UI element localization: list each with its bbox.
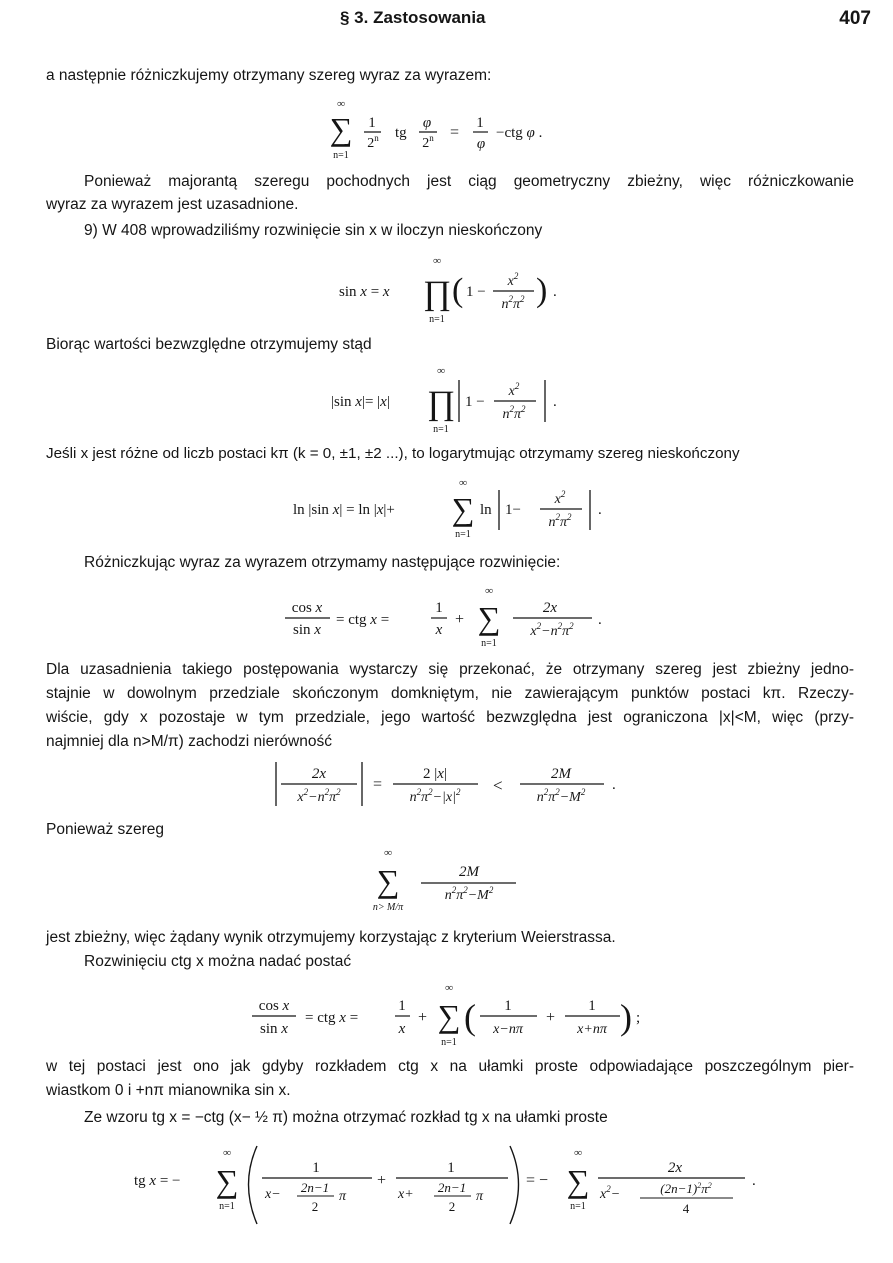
svg-text:∑: ∑ <box>451 491 475 527</box>
svg-text:∞: ∞ <box>223 1147 231 1159</box>
svg-text:4: 4 <box>682 1201 690 1216</box>
svg-text:∞: ∞ <box>459 477 467 489</box>
svg-text:= ctg x =: = ctg x = <box>305 1010 359 1026</box>
formula-3 <box>0 362 893 438</box>
svg-text:2M: 2M <box>459 864 479 880</box>
formula-8 <box>0 980 893 1048</box>
svg-text:−ctg φ .: −ctg φ . <box>496 125 543 141</box>
svg-text:π: π <box>339 1189 347 1204</box>
svg-text:): ) <box>620 997 632 1037</box>
formula-9 <box>0 1138 893 1232</box>
formula-4 <box>0 474 893 546</box>
svg-text:2x: 2x <box>311 766 327 782</box>
svg-text:2: 2 <box>448 1199 456 1214</box>
svg-text:x+: x+ <box>398 1187 414 1202</box>
svg-text:n=1: n=1 <box>433 424 449 435</box>
svg-text:1: 1 <box>504 998 512 1014</box>
svg-text:n2π2−|x|2: $n^2\pi^2-|x|^2$ <box>409 787 461 805</box>
formula-5 <box>0 582 893 654</box>
svg-text:∞: ∞ <box>437 365 445 377</box>
svg-text:1: 1 <box>312 1160 320 1176</box>
svg-text:=: = <box>373 776 383 793</box>
svg-text:n2π2: $n^2\pi^2$ <box>502 404 526 422</box>
svg-text:x−: x− <box>265 1187 281 1202</box>
svg-text:∞: ∞ <box>433 255 441 267</box>
svg-text:∏: ∏ <box>427 385 455 422</box>
svg-text:∑: ∑ <box>566 1163 590 1199</box>
svg-text:2x: 2x <box>667 1160 683 1176</box>
formula-6 <box>0 758 893 818</box>
svg-text:x+nπ: x+nπ <box>577 1022 607 1037</box>
svg-text:+: + <box>418 1009 428 1026</box>
svg-text:n2π2: $n^2\pi^2$ <box>548 512 572 530</box>
svg-text:2: 2 <box>311 1199 319 1214</box>
svg-text:+: + <box>546 1009 556 1026</box>
paragraph-7b: stajnie w dowolnym przedziale skończonym domkniętym, nie zawierającym punktów postaci kπ. Rzeczy- <box>46 685 854 702</box>
paragraph-5: Jeśli x jest różne od liczb postaci kπ (k = 0, ±1, ±2 ...), to logarytmując otrzymamy szereg nieskończony <box>46 445 740 462</box>
paragraph-10: Rozwinięciu ctg x można nadać postać <box>84 953 352 970</box>
svg-text:π: π <box>476 1189 484 1204</box>
svg-text:tg x = −: tg x = − <box>134 1173 181 1189</box>
svg-text:= ctg x =: = ctg x = <box>336 612 390 628</box>
svg-text:tg: tg <box>395 125 407 141</box>
svg-text:x2: $x^2$ <box>507 271 519 289</box>
svg-text:x2: $x^2$ <box>508 381 520 399</box>
svg-text:(: ( <box>452 272 464 309</box>
paragraph-9: jest zbieżny, więc żądany wynik otrzymujemy korzystając z kryterium Weierstrassa. <box>46 929 616 946</box>
svg-text:1: 1 <box>435 600 443 616</box>
svg-text:.: . <box>752 1173 756 1189</box>
paragraph-11a: w tej postaci jest ono jak gdyby rozkładem ctg x na ułamki proste odpowiadające poszczególnym pier- <box>46 1058 854 1075</box>
paragraph-1: a następnie różniczkujemy otrzymany szereg wyraz za wyrazem: <box>46 67 492 84</box>
svg-text:n=1: n=1 <box>333 150 349 161</box>
svg-text:sin x: sin x <box>260 1021 288 1037</box>
svg-text:∑: ∑ <box>376 863 400 899</box>
svg-text:(: ( <box>464 997 476 1037</box>
svg-text:ln: ln <box>480 502 492 518</box>
svg-text:(2n−1)2π2: $(2n-1)^2\pi^2$ <box>660 1181 712 1196</box>
svg-text:∑: ∑ <box>477 600 501 636</box>
paragraph-2a: Ponieważ majorantą szeregu pochodnych jest ciąg geometryczny zbieżny, więc różniczkowanie <box>84 173 854 190</box>
svg-text:sin x: sin x <box>293 622 321 638</box>
running-header: § 3. Zastosowania <box>340 8 486 27</box>
svg-text:=: = <box>450 124 460 141</box>
svg-text:.: . <box>553 394 557 410</box>
svg-text:φ: φ <box>422 115 432 131</box>
svg-text:1 −: 1 − <box>465 394 485 410</box>
svg-text:2x: 2x <box>542 600 558 616</box>
svg-text:n2π2−M2: $n^2\pi^2-M^2$ <box>536 787 586 805</box>
svg-text:n2π2: $n^2\pi^2$ <box>501 294 525 312</box>
svg-text:1: 1 <box>447 1160 455 1176</box>
svg-text:2n−1: 2n−1 <box>437 1180 467 1195</box>
svg-text:<: < <box>493 776 503 795</box>
paragraph-6: Różniczkując wyraz za wyrazem otrzymamy następujące rozwinięcie: <box>84 554 561 571</box>
svg-text:n=1: n=1 <box>481 638 497 649</box>
svg-text:1−: 1− <box>505 502 521 518</box>
svg-text:x2−n2π2: $x^2-n^2\pi^2$ <box>297 787 341 805</box>
paragraph-7c: wiście, gdy x pozostaje w tym przedziale, jego wartość bezwzględna jest ograniczona |x|<M, więc (przy- <box>46 709 854 726</box>
svg-text:n=1: n=1 <box>570 1201 586 1212</box>
svg-text:ln |sin x| = ln |x|+: ln |sin x| = ln |x|+ <box>293 502 395 518</box>
svg-text:n2π2−M2: $n^2\pi^2-M^2$ <box>444 885 494 903</box>
svg-text:cos x: cos x <box>291 600 323 616</box>
svg-text:∞: ∞ <box>574 1147 582 1159</box>
svg-text:): ) <box>536 272 548 309</box>
svg-text:x−nπ: x−nπ <box>493 1022 523 1037</box>
svg-text:sin x = x: sin x = x <box>339 284 390 300</box>
svg-text:x: x <box>435 622 443 638</box>
paragraph-2b: wyraz za wyrazem jest uzasadnione. <box>46 196 299 213</box>
svg-text:φ: φ <box>476 136 486 152</box>
svg-text:.: . <box>598 502 602 518</box>
svg-text:n=1: n=1 <box>429 314 445 325</box>
formula-2 <box>0 252 893 330</box>
svg-text:cos x: cos x <box>258 998 290 1014</box>
svg-text:2n: 2$^n$ <box>422 133 434 151</box>
svg-text:x2−: $x^2-$ <box>600 1184 621 1202</box>
svg-text:2M: 2M <box>551 766 571 782</box>
svg-text:2 |x|: 2 |x| <box>423 766 447 782</box>
svg-text:∑: ∑ <box>329 111 353 147</box>
svg-text:∑: ∑ <box>437 998 461 1034</box>
svg-text:2n−1: 2n−1 <box>300 1180 330 1195</box>
svg-text:1: 1 <box>476 115 484 131</box>
svg-text:∞: ∞ <box>384 847 392 859</box>
svg-text:∞: ∞ <box>445 982 453 994</box>
svg-text:n=1: n=1 <box>441 1037 457 1048</box>
paragraph-4: Biorąc wartości bezwzględne otrzymujemy stąd <box>46 336 372 353</box>
svg-text:∞: ∞ <box>485 585 493 597</box>
paragraph-8: Ponieważ szereg <box>46 821 165 838</box>
paragraph-11b: wiastkom 0 i +nπ mianownika sin x. <box>46 1082 291 1099</box>
svg-text:2n: 2$^n$ <box>367 133 379 151</box>
svg-text:+: + <box>455 611 465 628</box>
svg-text:;: ; <box>636 1010 641 1026</box>
svg-text:1: 1 <box>588 998 596 1014</box>
svg-text:∞: ∞ <box>337 98 345 110</box>
svg-text:1: 1 <box>368 115 376 131</box>
paragraph-12: Ze wzoru tg x = −ctg (x− ½ π) można otrzymać rozkład tg x na ułamki proste <box>84 1109 608 1126</box>
svg-text:|sin x|= |x|: |sin x|= |x| <box>331 394 390 410</box>
svg-text:1: 1 <box>398 998 406 1014</box>
svg-text:= −: = − <box>526 1172 549 1189</box>
page-number: 407 <box>839 8 871 29</box>
svg-text:n> M/π: n> M/π <box>372 902 404 913</box>
svg-text:.: . <box>598 612 602 628</box>
svg-text:.: . <box>553 284 557 300</box>
paragraph-7a: Dla uzasadnienia takiego postępowania wystarczy się przekonać, że otrzymany szereg jest zbieżny jedno- <box>46 661 854 678</box>
svg-text:n=1: n=1 <box>455 529 471 540</box>
paragraph-7d: najmniej dla n>M/π) zachodzi nierówność <box>46 733 332 750</box>
formula-7 <box>0 840 893 920</box>
svg-text:x2−n2π2: $x^2-n^2\pi^2$ <box>530 621 574 639</box>
svg-text:∏: ∏ <box>423 275 451 312</box>
svg-text:1 −: 1 − <box>466 284 486 300</box>
paragraph-3: 9) W 408 wprowadziliśmy rozwinięcie sin x w iloczyn nieskończony <box>84 222 543 239</box>
svg-text:+: + <box>377 1172 387 1189</box>
svg-text:∑: ∑ <box>215 1163 239 1199</box>
formula-1 <box>0 92 893 166</box>
svg-text:.: . <box>612 777 616 793</box>
svg-text:n=1: n=1 <box>219 1201 235 1212</box>
svg-text:x2: $x^2$ <box>554 489 566 507</box>
svg-text:x: x <box>398 1021 406 1037</box>
